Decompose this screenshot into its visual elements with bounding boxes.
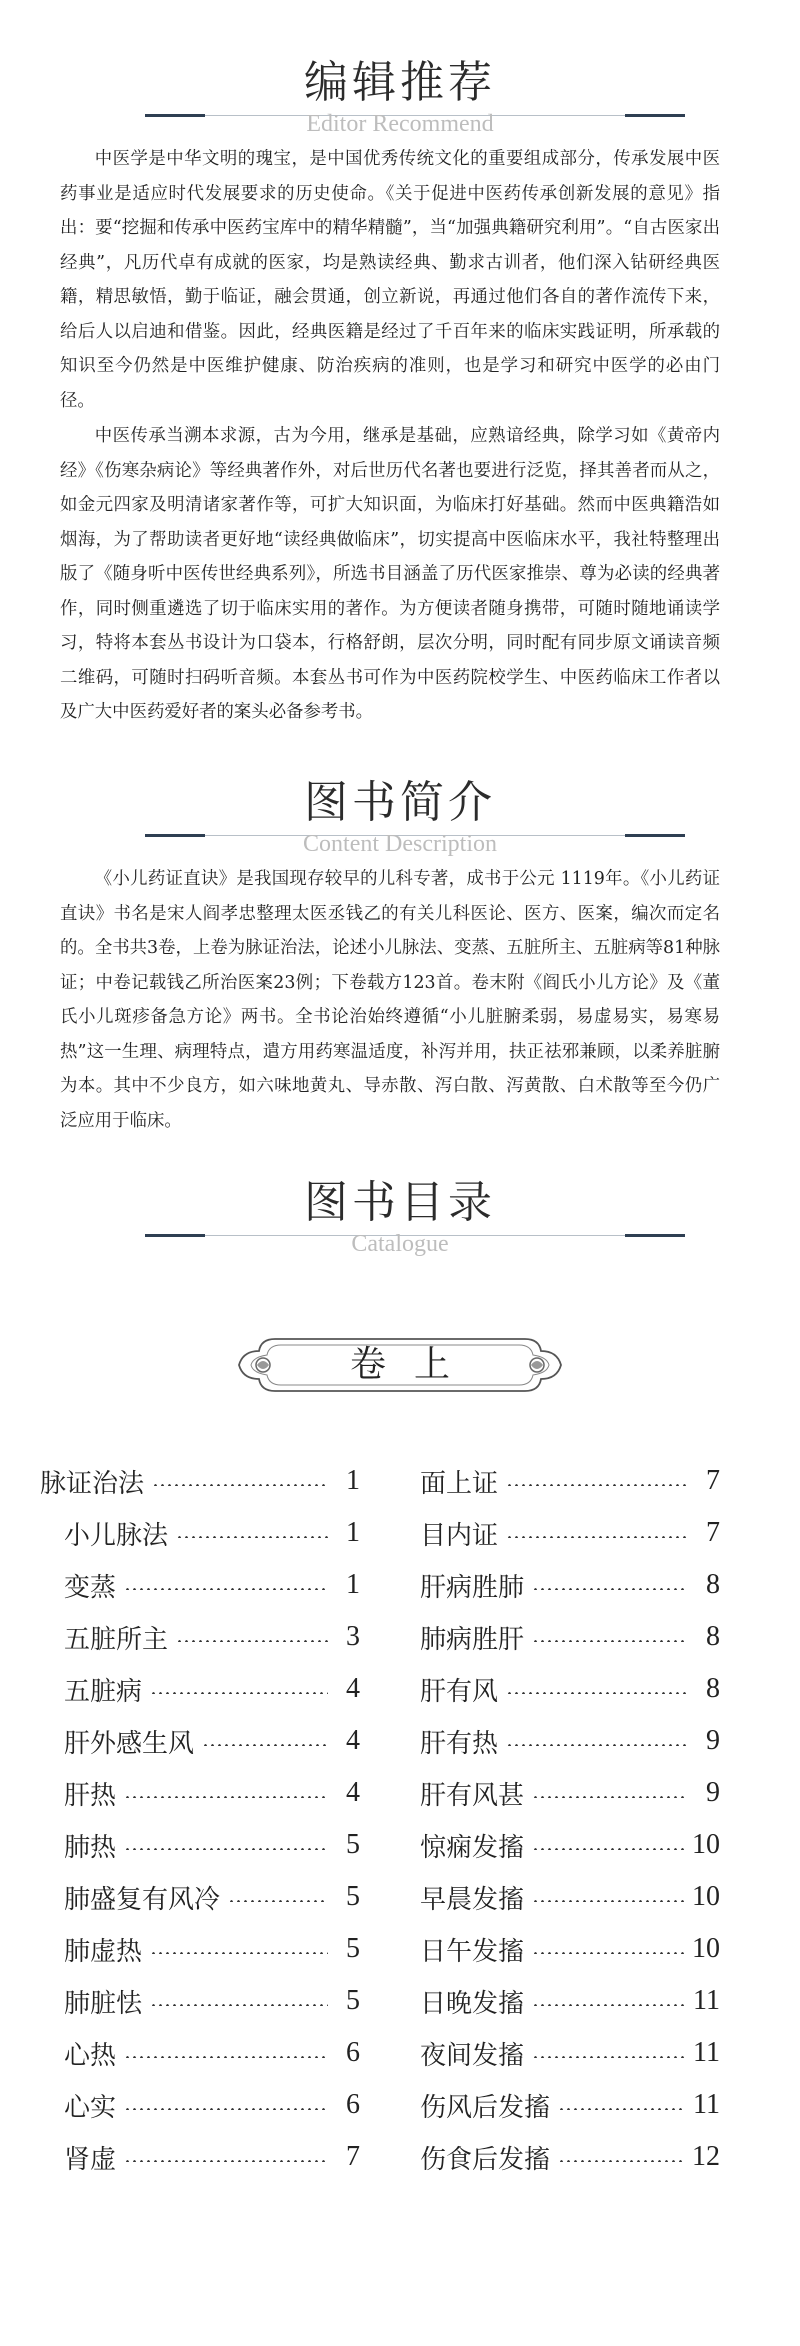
- toc-entry-page: 1: [346, 1569, 360, 1600]
- toc-entry-title: 目内证: [420, 1520, 499, 1551]
- toc-entry-title: 心实: [64, 2092, 117, 2123]
- toc-entry-page: 5: [346, 1985, 360, 2016]
- toc-entry-page: 7: [706, 1465, 720, 1496]
- toc-entry: [420, 2079, 720, 2131]
- toc-entry-page: 8: [706, 1673, 720, 1704]
- toc-entry: [420, 1715, 720, 1767]
- toc-leader-dots: [532, 1796, 688, 1798]
- toc-entry-page: 9: [706, 1777, 720, 1808]
- toc-entry: [40, 2079, 360, 2131]
- toc-entry-title: 肺热: [64, 1832, 117, 1863]
- content-description-title: 图书简介: [304, 777, 496, 828]
- toc-entry: [40, 1975, 360, 2027]
- toc-leader-dots: [532, 2056, 685, 2058]
- editor-paragraph-1: 中医学是中华文明的瑰宝，是中国优秀传统文化的重要组成部分，传承发展中医药事业是适应时代发展要求的历史使命。《关于促进中医药传承创新发展的意见》指出：要“挖掘和传承中医药宝库中的精华精髓”，当“加强典籍研究利用”。“自古医家出经典”，凡历代卓有成就的医家，均是熟读经典、勤求古训者，他们深入钻研经典医籍，精思敏悟，勤于临证，融会贯通，创立新说，再通过他们各自的著作流传下来，给后人以启迪和借鉴。因此，经典医籍是经过了千百年来的临床实践证明，所承载的知识至今仍然是中医维护健康、防治疾病的准则，也是学习和研究中医学的必由门径。: [60, 149, 720, 411]
- toc-entry-title: 惊痫发搐: [420, 1832, 525, 1863]
- catalogue-subtitle: Catalogue: [351, 1231, 449, 1257]
- toc-entry: [40, 1767, 360, 1819]
- catalogue-title: 图书目录: [304, 1177, 496, 1228]
- toc-entry-page: 9: [706, 1725, 720, 1756]
- toc-entry-page: 4: [346, 1777, 360, 1808]
- toc-leader-dots: [532, 1900, 684, 1902]
- toc-entry-title: 肾虚: [64, 2144, 117, 2175]
- toc-leader-dots: [532, 1640, 688, 1642]
- toc-entry-title: 肺病胜肝: [420, 1624, 525, 1655]
- toc-entry: [420, 1663, 720, 1715]
- toc-leader-dots: [124, 1796, 328, 1798]
- toc-entry: [40, 1923, 360, 1975]
- toc-entry: [40, 2027, 360, 2079]
- toc-left-column: [40, 1455, 360, 2183]
- toc-leader-dots: [152, 1484, 328, 1486]
- content-description-subtitle: Content Description: [303, 831, 497, 857]
- toc-entry-title: 肝外感生风: [64, 1728, 195, 1759]
- toc-entry-page: 1: [346, 1517, 360, 1548]
- toc-entry: [420, 2131, 720, 2183]
- catalogue-heading: [0, 1175, 800, 1257]
- toc-entry: [420, 1559, 720, 1611]
- toc-entry-title: 肝病胜肺: [420, 1572, 525, 1603]
- toc-entry-title: 肝有热: [420, 1728, 499, 1759]
- toc-leader-dots: [506, 1484, 688, 1486]
- toc-entry-page: 6: [346, 2037, 360, 2068]
- toc-leader-dots: [124, 1588, 328, 1590]
- toc-leader-dots: [532, 1848, 684, 1850]
- toc-entry-title: 伤风后发搐: [420, 2092, 551, 2123]
- toc-entry: [420, 1507, 720, 1559]
- toc-entry-title: 日晚发搐: [420, 1988, 525, 2019]
- toc-entry-title: 五脏所主: [64, 1624, 169, 1655]
- toc-entry-title: 肺脏怯: [64, 1988, 143, 2019]
- toc-entry-page: 5: [346, 1933, 360, 1964]
- toc-entry-page: 5: [346, 1881, 360, 1912]
- toc-leader-dots: [202, 1744, 328, 1746]
- toc-entry: [420, 2027, 720, 2079]
- toc-leader-dots: [532, 1952, 684, 1954]
- toc-entry: [420, 1611, 720, 1663]
- toc-leader-dots: [150, 2004, 328, 2006]
- toc-entry-page: 10: [692, 1829, 720, 1860]
- toc-entry-page: 11: [693, 2089, 720, 2120]
- toc-entry: [40, 1663, 360, 1715]
- editor-recommend-subtitle: Editor Recommend: [306, 111, 494, 137]
- toc-entry-page: 7: [706, 1517, 720, 1548]
- toc-leader-dots: [532, 2004, 685, 2006]
- toc-entry: [420, 1871, 720, 1923]
- toc-entry-page: 6: [346, 2089, 360, 2120]
- editor-recommend-heading: [0, 55, 800, 137]
- toc-entry-page: 11: [693, 2037, 720, 2068]
- toc-entry-title: 早晨发搐: [420, 1884, 525, 1915]
- toc-entry-title: 肝有风甚: [420, 1780, 525, 1811]
- toc-leader-dots: [532, 1588, 688, 1590]
- toc-entry-page: 11: [693, 1985, 720, 2016]
- volume-title: 卷上: [349, 1344, 478, 1385]
- toc-entry-page: 8: [706, 1569, 720, 1600]
- toc-entry-page: 4: [346, 1725, 360, 1756]
- toc-entry: [40, 1819, 360, 1871]
- toc-leader-dots: [506, 1744, 688, 1746]
- toc-leader-dots: [176, 1536, 328, 1538]
- toc-entry-title: 小儿脉法: [64, 1520, 169, 1551]
- toc-entry-page: 3: [346, 1621, 360, 1652]
- toc-entry: [40, 1559, 360, 1611]
- toc-entry: [40, 1871, 360, 1923]
- toc-leader-dots: [124, 2160, 328, 2162]
- content-description-heading: [0, 775, 800, 857]
- toc-entry-page: 10: [692, 1881, 720, 1912]
- toc-entry: [40, 1715, 360, 1767]
- toc-entry-title: 脉证治法: [40, 1468, 145, 1499]
- toc-entry-title: 肺盛复有风冷: [64, 1884, 221, 1915]
- toc-leader-dots: [506, 1692, 688, 1694]
- toc-leader-dots: [150, 1952, 328, 1954]
- toc-entry-page: 10: [692, 1933, 720, 1964]
- toc-entry: [40, 1507, 360, 1559]
- toc-entry-page: 7: [346, 2141, 360, 2172]
- toc-entry-page: 8: [706, 1621, 720, 1652]
- toc-leader-dots: [124, 1848, 328, 1850]
- toc-entry-page: 5: [346, 1829, 360, 1860]
- toc-entry-title: 日午发搐: [420, 1936, 525, 1967]
- toc-entry: [420, 1975, 720, 2027]
- toc-entry-title: 伤食后发搐: [420, 2144, 551, 2175]
- toc-entry-page: 1: [346, 1465, 360, 1496]
- toc-entry-page: 4: [346, 1673, 360, 1704]
- toc-leader-dots: [124, 2056, 328, 2058]
- toc-entry: [40, 1611, 360, 1663]
- toc-entry-title: 肺虚热: [64, 1936, 143, 1967]
- toc-leader-dots: [150, 1692, 328, 1694]
- content-paragraph: 《小儿药证直诀》是我国现存较早的儿科专著，成书于公元 1119年。《小儿药证直诀》书名是宋人阎孝忠整理太医丞钱乙的有关儿科医论、医方、医案，编次而定名的。全书共3卷，上卷为脉证治法，论述小儿脉法、变蒸、五脏所主、五脏病等81种脉证；中卷记载钱乙所治医案23例；下卷载方123首。卷末附《阎氏小儿方论》及《董氏小儿斑疹备急方论》两书。全书论治始终遵循“小儿脏腑柔弱，易虚易实，易寒易热”这一生理、病理特点，遣方用药寒温适度，补泻并用，扶正祛邪兼顾，以柔养脏腑为本。其中不少良方，如六味地黄丸、导赤散、泻白散、泻黄散、白术散等至今仍广泛应用于临床。: [60, 869, 720, 1131]
- toc-entry-title: 五脏病: [64, 1676, 143, 1707]
- toc-entry: [40, 2131, 360, 2183]
- toc-entry: [420, 1767, 720, 1819]
- toc-entry-page: 12: [692, 2141, 720, 2172]
- toc-entry-title: 变蒸: [64, 1572, 117, 1603]
- toc-leader-dots: [176, 1640, 328, 1642]
- toc-entry-title: 面上证: [420, 1468, 499, 1499]
- volume-banner: [235, 1333, 565, 1397]
- toc-entry-title: 肝热: [64, 1780, 117, 1811]
- toc-entry: [420, 1819, 720, 1871]
- toc-leader-dots: [124, 2108, 328, 2110]
- editor-paragraph-2: 中医传承当溯本求源，古为今用，继承是基础，应熟谙经典，除学习如《黄帝内经》《伤寒杂病论》等经典著作外，对后世历代名著也要进行泛览，择其善者而从之，如金元四家及明清诸家著作等，可扩大知识面，为临床打好基础。然而中医典籍浩如烟海，为了帮助读者更好地“读经典做临床”，切实提高中医临床水平，我社特整理出版了《随身听中医传世经典系列》，所选书目涵盖了历代医家推崇、尊为必读的经典著作，同时侧重遴选了切于临床实用的著作。为方便读者随身携带，可随时随地诵读学习，特将本套丛书设计为口袋本，行格舒朗，层次分明，同时配有同步原文诵读音频二维码，可随时扫码听音频。本套丛书可作为中医药院校学生、中医药临床工作者以及广大中医药爱好者的案头必备参考书。: [60, 426, 720, 722]
- toc-leader-dots: [506, 1536, 688, 1538]
- toc-leader-dots: [228, 1900, 328, 1902]
- toc-right-column: [420, 1455, 720, 2183]
- toc-entry-title: 夜间发搐: [420, 2040, 525, 2071]
- toc-entry: [40, 1455, 360, 1507]
- toc-leader-dots: [558, 2108, 685, 2110]
- toc-entry-title: 心热: [64, 2040, 117, 2071]
- toc-entry-title: 肝有风: [420, 1676, 499, 1707]
- toc-entry: [420, 1455, 720, 1507]
- toc-leader-dots: [558, 2160, 684, 2162]
- editor-recommend-title: 编辑推荐: [304, 57, 496, 108]
- toc-entry: [420, 1923, 720, 1975]
